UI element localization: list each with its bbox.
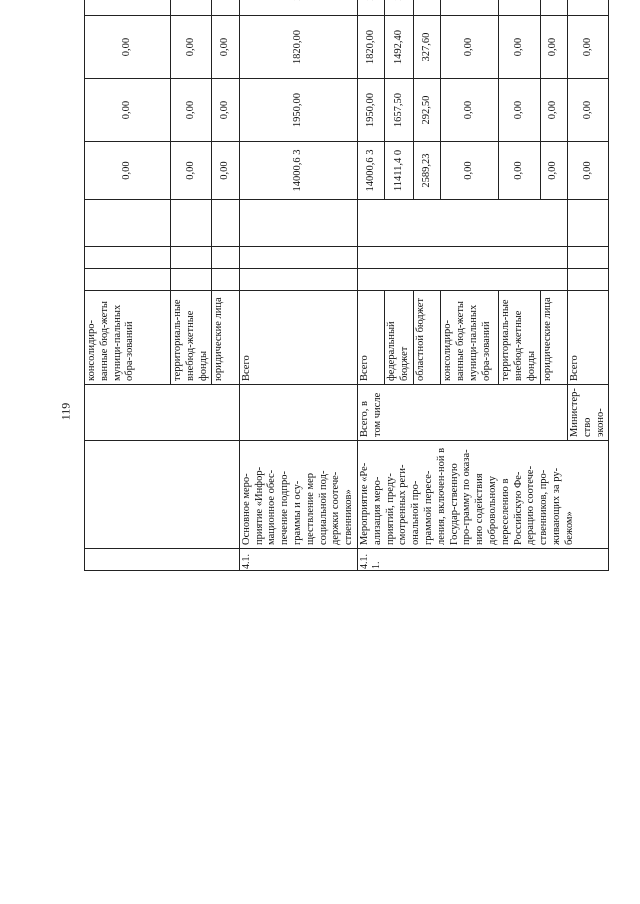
value-year-1: 0,00 [441, 79, 499, 142]
value-year-3 [499, 0, 540, 16]
value-total: 11411,4 0 [385, 142, 414, 200]
value-year-2: 0,00 [441, 16, 499, 79]
cell-blank [171, 200, 212, 247]
value-year-1: 0,00 [85, 79, 171, 142]
cell-blank [357, 200, 567, 247]
value-year-1: 0,00 [499, 79, 540, 142]
value-total: 0,00 [441, 142, 499, 200]
value-year-2: 0,00 [540, 16, 567, 79]
value-year-1: 1950,00 [239, 79, 357, 142]
cell-blank [239, 269, 357, 291]
cell-blank [85, 269, 171, 291]
funding-source: юридические лица [212, 291, 239, 385]
funding-source: Всего [357, 291, 384, 385]
value-total: 0,00 [568, 142, 609, 200]
row-code [85, 549, 240, 571]
value-total: 14000,6 3 [239, 142, 357, 200]
row-code: 4.1. [239, 549, 357, 571]
value-total: 0,00 [499, 142, 540, 200]
funding-source: консолидиро-ванные бюд-жеты муници-пальных обра-зований [85, 291, 171, 385]
value-year-3 [239, 0, 357, 16]
value-year-1: 0,00 [540, 79, 567, 142]
table-row [85, 0, 171, 571]
cell-blank [212, 247, 239, 269]
value-year-3 [171, 0, 212, 16]
value-year-1: 1950,00 [357, 79, 384, 142]
value-year-2: 0,00 [568, 16, 609, 79]
funding-source: областной бюджет [413, 291, 440, 385]
row-executor [239, 385, 357, 441]
value-year-2: 0,00 [499, 16, 540, 79]
value-total: 2589,23 [413, 142, 440, 200]
row-name [85, 441, 240, 549]
value-year-3 [540, 0, 567, 16]
funding-source: юридические лица [540, 291, 567, 385]
row-code: 4.1. 1. [357, 549, 609, 571]
funding-source: консолидиро-ванные бюд-жеты муници-пальных обра-зований [441, 291, 499, 385]
value-year-3 [441, 0, 499, 16]
cell-blank [357, 269, 567, 291]
value-year-2: 0,00 [171, 16, 212, 79]
table-viewport [84, 29, 606, 871]
value-year-1: 0,00 [212, 79, 239, 142]
value-year-3 [385, 0, 414, 16]
value-year-3 [413, 0, 440, 16]
value-year-3 [212, 0, 239, 16]
value-year-2: 0,00 [85, 16, 171, 79]
value-total: 0,00 [85, 142, 171, 200]
cell-blank [568, 269, 609, 291]
row-executor: Всего, в том числе [357, 385, 567, 441]
value-year-3 [85, 0, 171, 16]
value-year-2: 327,60 [413, 16, 440, 79]
value-year-2: 1820,00 [239, 16, 357, 79]
value-year-1: 292,50 [413, 79, 440, 142]
value-year-3 [357, 0, 384, 16]
value-year-2: 0,00 [212, 16, 239, 79]
value-total: 0,00 [212, 142, 239, 200]
row-name: Основное меро-приятие «Инфор-мационное обес-печение подпро-граммы и осу-ществление мер социальной под-держки соотече-ственников» [239, 441, 357, 549]
row-name: Мероприятие «Ре-ализация меро-приятий, преду-смотренных реги-ональной про-граммой пересе-ления, включен-ной в Государ-ственную про-грамму по оказа-нию содействия добровольному переселению в Российскую Фе-дерацию соотече-ственников, про-живающих за ру-бежом» [357, 441, 609, 549]
row-executor: Министер-ство эконо- [568, 385, 609, 441]
budget-table [84, 0, 609, 571]
funding-source: территориаль-ные внебюд-жетные фонды [171, 291, 212, 385]
cell-blank [568, 200, 609, 247]
value-year-2: 1820,00 [357, 16, 384, 79]
value-total: 0,00 [171, 142, 212, 200]
value-year-3 [568, 0, 609, 16]
cell-blank [239, 200, 357, 247]
value-year-1: 0,00 [171, 79, 212, 142]
value-total: 14000,6 3 [357, 142, 384, 200]
funding-source: территориаль-ные внебюд-жетные фонды [499, 291, 540, 385]
value-year-2: 1492,40 [385, 16, 414, 79]
cell-blank [85, 200, 171, 247]
funding-source: Всего [239, 291, 357, 385]
rotated-table-wrapper [84, 0, 606, 571]
table-row [239, 0, 357, 571]
cell-blank [85, 247, 171, 269]
cell-blank [171, 269, 212, 291]
cell-blank [212, 200, 239, 247]
table-row [357, 0, 384, 571]
cell-blank [568, 247, 609, 269]
page-number: 119 [58, 402, 73, 421]
row-executor [85, 385, 240, 441]
cell-blank [239, 247, 357, 269]
value-total: 0,00 [540, 142, 567, 200]
cell-blank [357, 247, 567, 269]
funding-source: Всего [568, 291, 609, 385]
funding-source: федеральный бюджет [385, 291, 414, 385]
cell-blank [212, 269, 239, 291]
value-year-1: 0,00 [568, 79, 609, 142]
cell-blank [171, 247, 212, 269]
value-year-1: 1657,50 [385, 79, 414, 142]
